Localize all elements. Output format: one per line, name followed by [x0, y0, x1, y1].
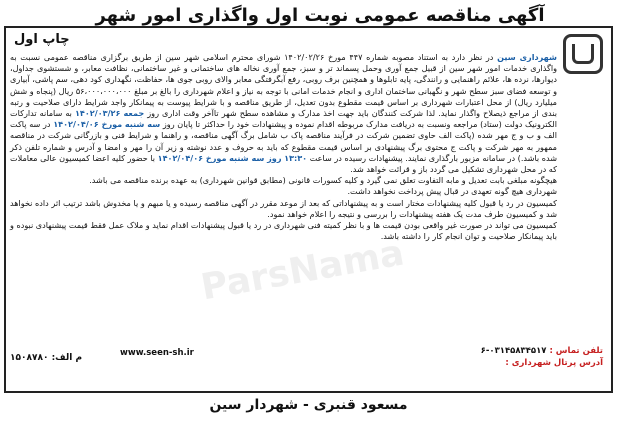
opening-weekday: روز سه شنبه [229, 152, 282, 163]
municipality-logo-icon [563, 34, 603, 74]
paragraph-6: شهرداری هیچ گونه تعهدی در قبال پیش پرداخت نخواهد داشت. [347, 186, 557, 197]
watermark: ParsNama [197, 232, 408, 309]
paragraph-8: کمیسیون می تواند در صورت غیر واقعی بودن قیمت ها و با نظر کمیته فنی شهرداری در رد یا قبول پیشنهادات اقدام نماید و ملاک عمل فقط قیمت پیشنهادی نبوده و باید پیمانکار صلاحیت و توان انجام کار را داشته باشد. [10, 220, 557, 242]
deadline-date: ۱۴۰۲/۰۳/۲۶ [74, 108, 121, 119]
submission-date: مورخ ۱۴۰۲/۰۴/۰۶ [53, 119, 123, 130]
issuer-name: شهرداری سین [497, 52, 557, 62]
portal-label: آدرس پرتال شهرداری : [505, 358, 603, 368]
logo-shape [572, 44, 594, 64]
opening-time: ۱۳:۳۰ [284, 152, 308, 163]
opening-date: مورخ ۱۴۰۲/۰۴/۰۶ [157, 152, 227, 163]
portal-url: www.seen-sh.ir [120, 348, 194, 358]
notice-title: آگهی مناقصه عمومی نوبت اول واگذاری امور شهر [95, 5, 545, 26]
paragraph-2: به سامانه تدارکات الکترونیک دولت (ستاد) مراجعه ونسبت به دریافت مدارک مربوطه اقدام نموده و پیشنهادات خود را حداکثر تا پایان روز [10, 108, 557, 130]
paragraph-1: در نظر دارد به استناد مصوبه شماره ۴۴۷ مورخ ۱۴۰۲/۰۲/۲۶ شورای محترم اسلامی شهر سین از طریق برگزاری مناقصه عمومی نسبت به واگذاری خدمات امور شهر سین از قبیل جمع آوری وحمل پسماند تر و سبز، جمع آوری نخاله های ساختمانی و غیر ساختمانی، نظافت معابر، و شستشوی جداول، دیوارها، نرده ها، علائم راهنمایی و رانندگی، پایه تابلوها و همچنین برف روبی، رفع آبگرفتگی معابر والای روبی جوی ها، حفاظت، نگهداری کود دهی، سم پاشی، آبیاری و توسعه فضای سبز سطح شهر و نگهبانی ساختمان اداری و انجام خدمات امانی با توجه به نیاز و اعلام شهرداری را بالغ بر مبلغ ۵۶،۰۰۰،۰۰۰،۰۰۰ ریال (پنجاه و شش میلیارد ریال) از محل اعتبارات شهرداری بر اساس قیمت مقطوع بدون تعدیل، از طریق مناقصه و با شرایط پیوست به پیمانکار واجد شرایط دارای صلاحیت و رتبه بندی از مراجع ذیصلاح واگذار نماید. لذا شرکت کنندگان باید جهت اخذ مدارک و مشاهده سطح شهر تاآخر وقت اداری روز [10, 52, 557, 119]
phone-number: ۰۳۱۴۵۸۳۴۵۱۷-۶ [480, 346, 547, 356]
paragraph-3: در سه پاکت الف و ب و ج مهر شده (پاکت الف حاوی تضمین شرکت در فرآیند مناقصه پاک ب شامل برگ آگهی مناقصه، و راهنما و شرایط فنی و بازرگانی شرکت در مناقصه ممهور به مهر شرکت و پاکت ج محتوی برگ پیشنهادی بر اساس قیمت مقطوع که باید به حروف و عدد نوشته و زیر آن را مهر و امضا و آدرس و شماره تلفن ذکر شده باشد.) در سامانه مزبور بارگذاری نمایند. پیشنهادات رسیده در ساعت [10, 119, 558, 163]
deadline-weekday: جمعه [123, 108, 145, 119]
edition-label: چاپ اول [14, 32, 70, 47]
paragraph-5: هیچگونه مبلغی بابت تعدیل و مابه التفاوت تعلق نمی گیرد و کلیه کسورات قانونی (مطابق قوانین شهرداری) به عهده برنده مناقصه می باشد. [89, 175, 557, 186]
footer [0, 393, 617, 425]
contact-block [481, 345, 603, 369]
submission-weekday: سه شنبه [124, 119, 161, 130]
portal-line [481, 357, 603, 369]
phone-line [481, 345, 603, 357]
phone-label: تلفن تماس : [549, 346, 603, 356]
ad-code: م الف: ۱۵۰۸۷۸۰ [10, 353, 83, 363]
signature: مسعود قنبری - شهردار سین [209, 397, 408, 413]
paragraph-4: با حضور کلیه اعضا کمیسیون عالی معاملات که در محل شهرداری تشکیل می گردد باز و قرائت خواهد شد. [10, 152, 557, 175]
notice-body [10, 52, 557, 242]
paragraph-7: کمیسیون در رد یا قبول کلیه پیشنهادات مختار است و به پیشنهاداتی که بعد از موعد مقرر در آگهی مناقصه رسیده و یا مبهم و یا مخدوش باشد ترتیب اثر داده نخواهد شد و کمیسیون طرف مدت یک هفته پیشنهادات را بررسی و نتیجه را اعلام خواهد نمود. [10, 197, 557, 219]
